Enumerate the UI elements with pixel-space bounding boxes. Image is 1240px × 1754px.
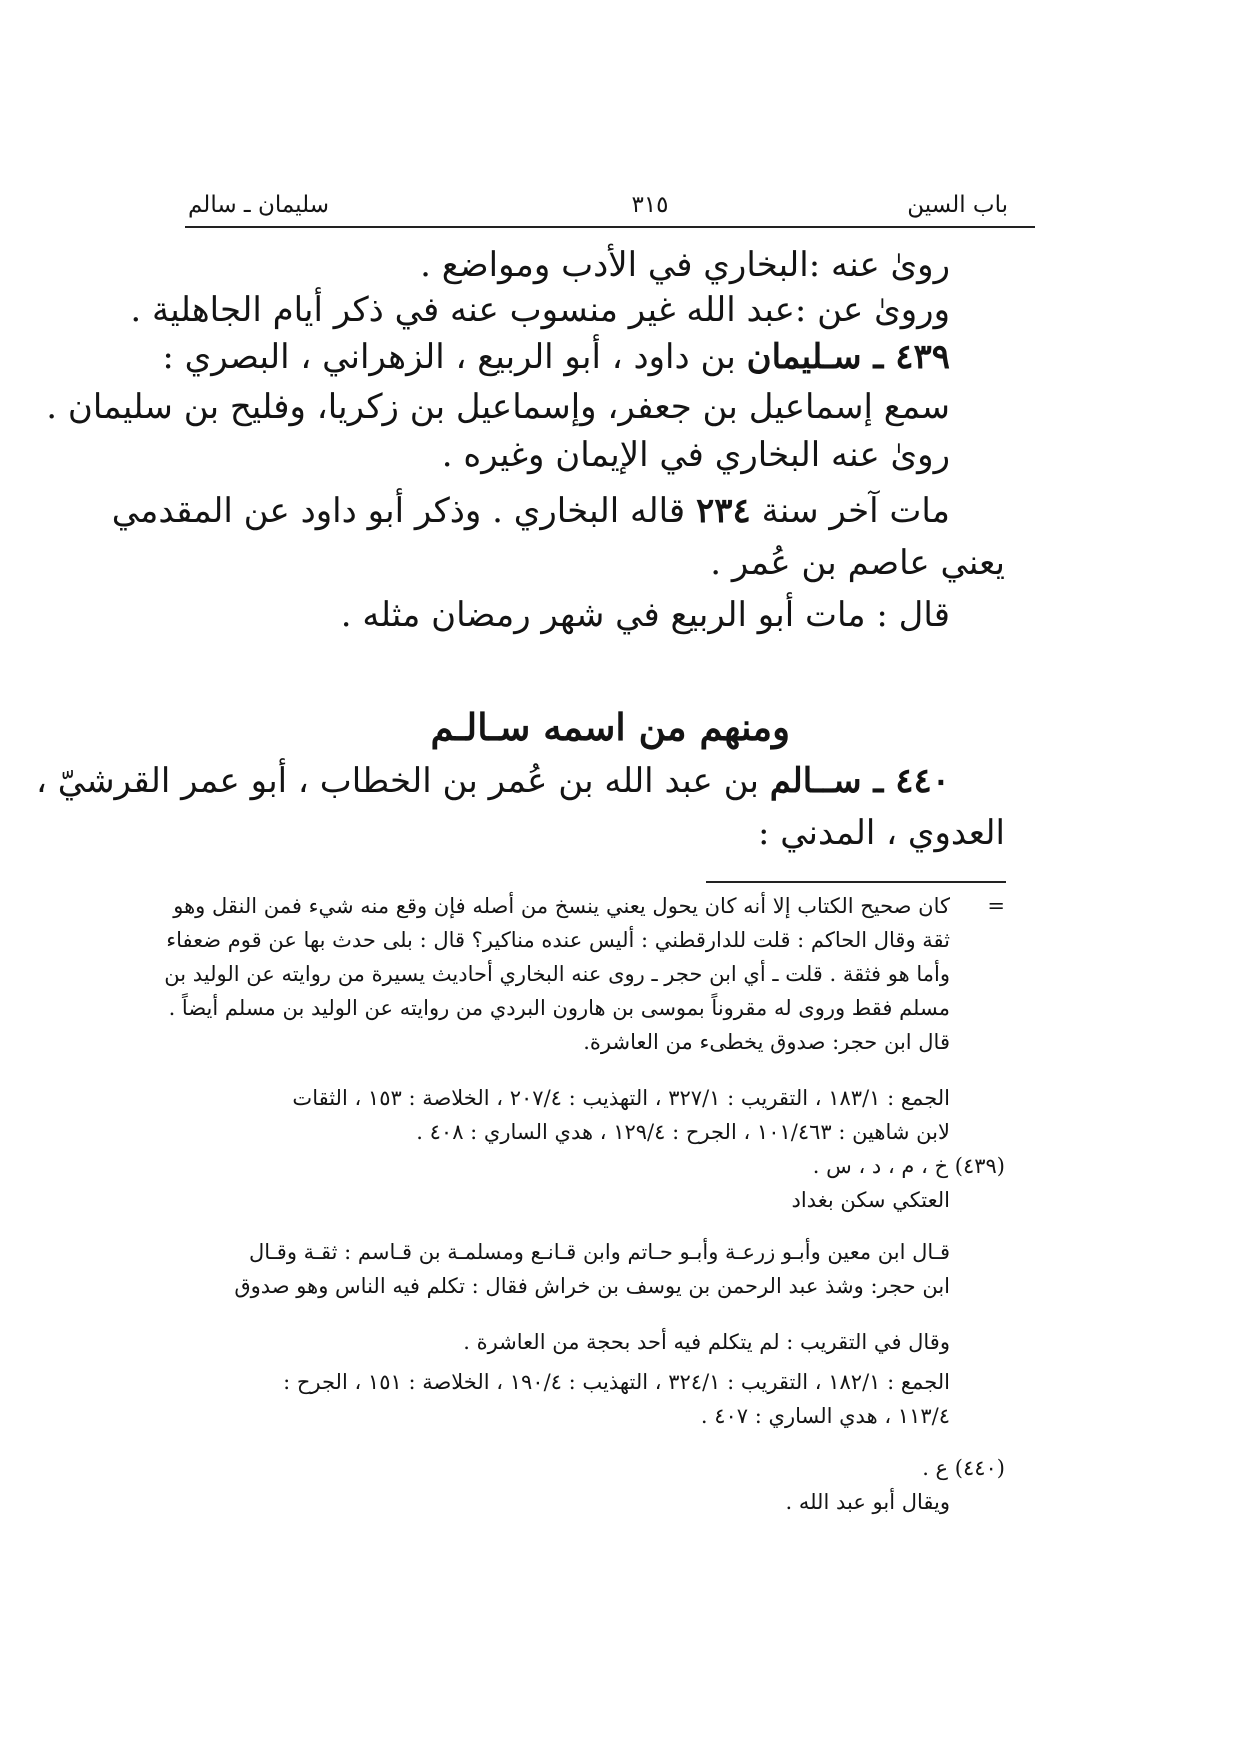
death-year: ٢٣٤ — [696, 491, 751, 531]
footnote-line-13: الجمع : ١٨٢/١ ، التقريب : ٣٢٤/١ ، التهذيب : ١٩٠/٤ ، الخلاصة : ١٥١ ، الجرح : — [283, 1370, 950, 1394]
entry-439-name: ـ سـليمان — [746, 337, 896, 377]
footnote-line-6: الجمع : ١٨٣/١ ، التقريب : ٣٢٧/١ ، التهذيب : ٢٠٧/٤ ، الخلاصة : ١٥٣ ، الثقات — [292, 1086, 950, 1110]
footnote-line-12: وقال في التقريب : لم يتكلم فيه أحد بحجة من العاشرة . — [463, 1330, 950, 1354]
footnote-line-16: ويقال أبو عبد الله . — [785, 1490, 950, 1514]
body-line-6-b: قاله البخاري . وذكر أبو داود عن المقدمي — [111, 491, 696, 531]
entry-440-rest: بن عبد الله بن عُمر بن الخطاب ، أبو عمر القرشيّ ، — [35, 761, 770, 801]
running-header-chapter: باب السين — [907, 192, 1008, 218]
footnote-line-2: ثقة وقال الحاكم : قلت للدارقطني : أليس عنده مناكير؟ قال : بلى حدث بها عن قوم ضعفاء — [166, 928, 950, 952]
footnote-line-14: ١١٣/٤ ، هدي الساري : ٤٠٧ . — [700, 1404, 950, 1428]
footnote-line-7: لابن شاهين : ١٠١/٤٦٣ ، الجرح : ١٢٩/٤ ، هدي الساري : ٤٠٨ . — [416, 1120, 950, 1144]
footnote-line-5: قال ابن حجر: صدوق يخطىء من العاشرة. — [583, 1030, 950, 1054]
entry-440-number: ٤٤٠ — [895, 761, 950, 801]
entry-439-rest: بن داود ، أبو الربيع ، الزهراني ، البصري : — [162, 337, 747, 377]
entry-439-number: ٤٣٩ — [895, 337, 950, 377]
body-line-5: رویٰ عنه البخاري في الإيمان وغيره . — [441, 435, 950, 475]
footnote-continuation-mark: = — [987, 894, 1005, 918]
body-line-6 — [112, 488, 950, 534]
footnote-440-ref: (٤٤٠) ع . — [922, 1456, 1005, 1480]
running-header-names: سليمان ـ سالم — [188, 192, 329, 218]
footnote-line-11: ابن حجر: وشذ عبد الرحمن بن يوسف بن خراش فقال : تكلم فيه الناس وهو صدوق — [234, 1274, 950, 1298]
footnote-line-3: وأما هو فثقة . قلت ـ أي ابن حجر ـ روى عنه البخاري أحاديث يسيرة من روايته عن الوليد بن — [164, 962, 950, 986]
body-line-4: سمع إسماعيل بن جعفر، وإسماعيل بن زكريا، وفليح بن سليمان . — [46, 387, 950, 427]
footnote-line-1: كان صحيح الكتاب إلا أنه كان يحول يعني ينسخ من أصله فإن وقع منه شيء فمن النقل وهو — [173, 894, 950, 918]
page-number: ٣١٥ — [631, 192, 669, 218]
body-line-2: وروىٰ عن :عبد الله غير منسوب عنه في ذكر أيام الجاهلية . — [130, 290, 950, 330]
footnote-rule — [706, 881, 1006, 883]
body-line-8: قال : مات أبو الربيع في شهر رمضان مثله . — [340, 595, 950, 635]
entry-439-title — [162, 334, 950, 380]
body-line-6-a: مات آخر سنة — [750, 491, 950, 531]
footnote-line-9: العتكي سكن بغداد — [791, 1188, 950, 1212]
body-line-11: العدوي ، المدني : — [757, 813, 1005, 853]
footnote-line-10: قـال ابن معين وأبـو زرعـة وأبـو حـاتم وابن قـانـع ومسلمـة بن قـاسم : ثقـة وقـال — [248, 1240, 950, 1264]
section-heading: ومنهم من اسمه سـالـم — [430, 705, 790, 749]
footnote-line-4: مسلم فقط وروى له مقروناً بموسى بن هارون البردي من روايته عن الوليد بن مسلم أيضاً . — [168, 996, 950, 1020]
footnote-439-ref: (٤٣٩) خ ، م ، د ، س . — [812, 1154, 1005, 1178]
body-line-7: يعني عاصم بن عُمر . — [710, 543, 1005, 583]
header-rule — [185, 226, 1035, 228]
entry-440-title — [36, 758, 950, 804]
body-line-1: رویٰ عنه :البخاري في الأدب ومواضع . — [420, 245, 950, 285]
entry-440-name: ـ ســالم — [769, 761, 896, 801]
